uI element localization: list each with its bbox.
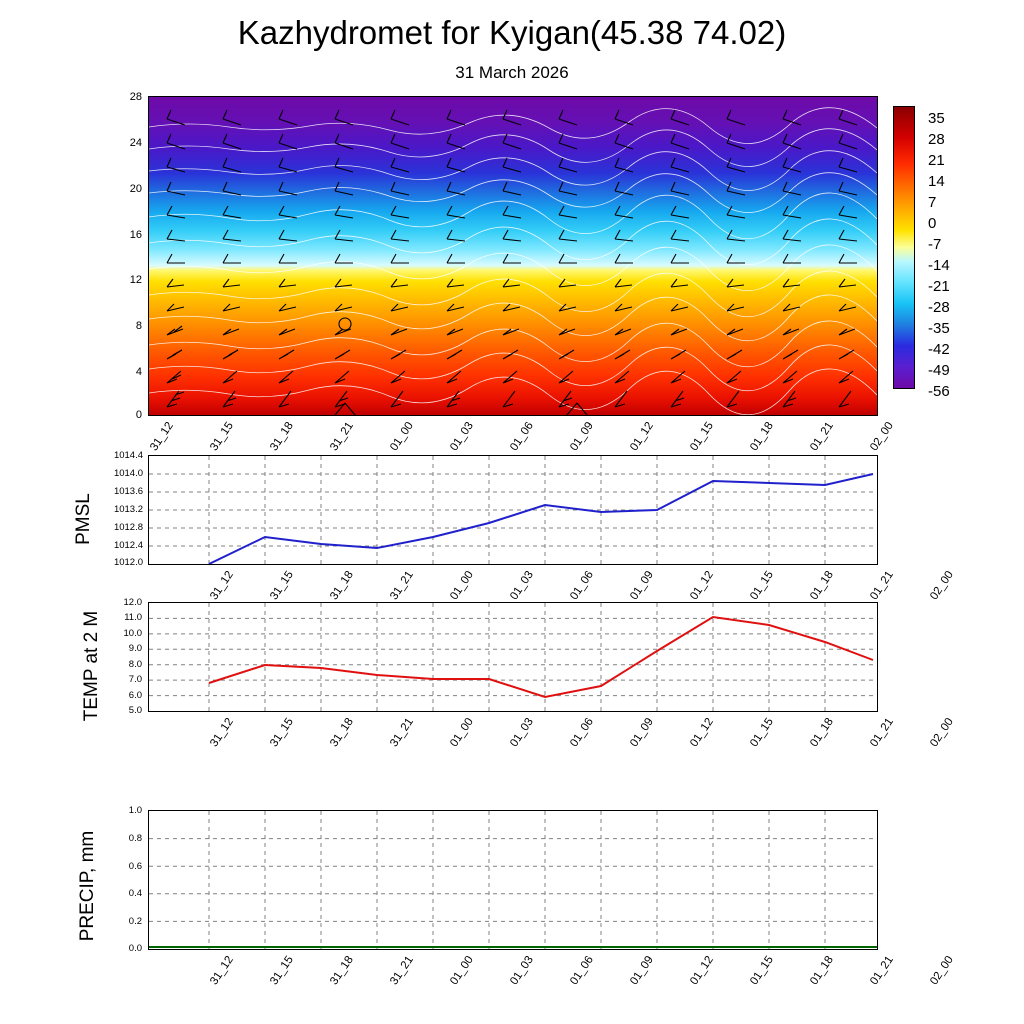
temp2m-axis-label: TEMP at 2 M (81, 610, 102, 722)
page-subtitle: 31 March 2026 (455, 63, 569, 82)
colorbar (893, 106, 915, 389)
pmsl-axis-label: PMSL (73, 493, 94, 545)
pmsl-plot (149, 456, 877, 564)
pmsl-panel (148, 455, 878, 565)
weather-sounding-figure: Kazhydromet for Kyigan(45.38 74.02) 31 March 2026 28 24 20 16 12 8 4 0 31_12 31_15 31_18 31_21 01_00 01_03 01_06 01_09 01_12 01_15 01_18 01_21 02_00 35 28 21 14 7 0 -7 -14 -21 -28 -35 -42 -49 -56 PMSL 1014.4 1014.0 1013.6 1013.2 1012.8 1012.4 1012.0 31_12 31_15 31_18 31_21 01_00 01_03 01_06 01_09 01_12 01_15 01_18 01_21 02_00 TEMP at 2 M 12.0 11.0 10.0 9.0 8.0 7.0 6.0 5.0 31_12 31_15 31_18 31_21 01_00 01_03 01_06 01_09 01_12 01_15 01_18 01_21 02_00 PRECIP, mm 1.0 0.8 0.6 0.4 0.2 0.0 31_12 31_15 31_18 31_21 01_00 01_03 01_06 01_09 01_12 01_15 01_18 01_21 02_00 (0, 0, 1024, 1024)
precip-plot (149, 811, 877, 949)
cross-section-panel (148, 96, 878, 416)
cross-section-plot (149, 97, 877, 415)
precip-panel (148, 810, 878, 950)
page-title: Kazhydromet for Kyigan(45.38 74.02) (237, 14, 787, 51)
precip-axis-label: PRECIP, mm (77, 830, 98, 942)
temp2m-plot (149, 603, 877, 711)
temp2m-panel (148, 602, 878, 712)
